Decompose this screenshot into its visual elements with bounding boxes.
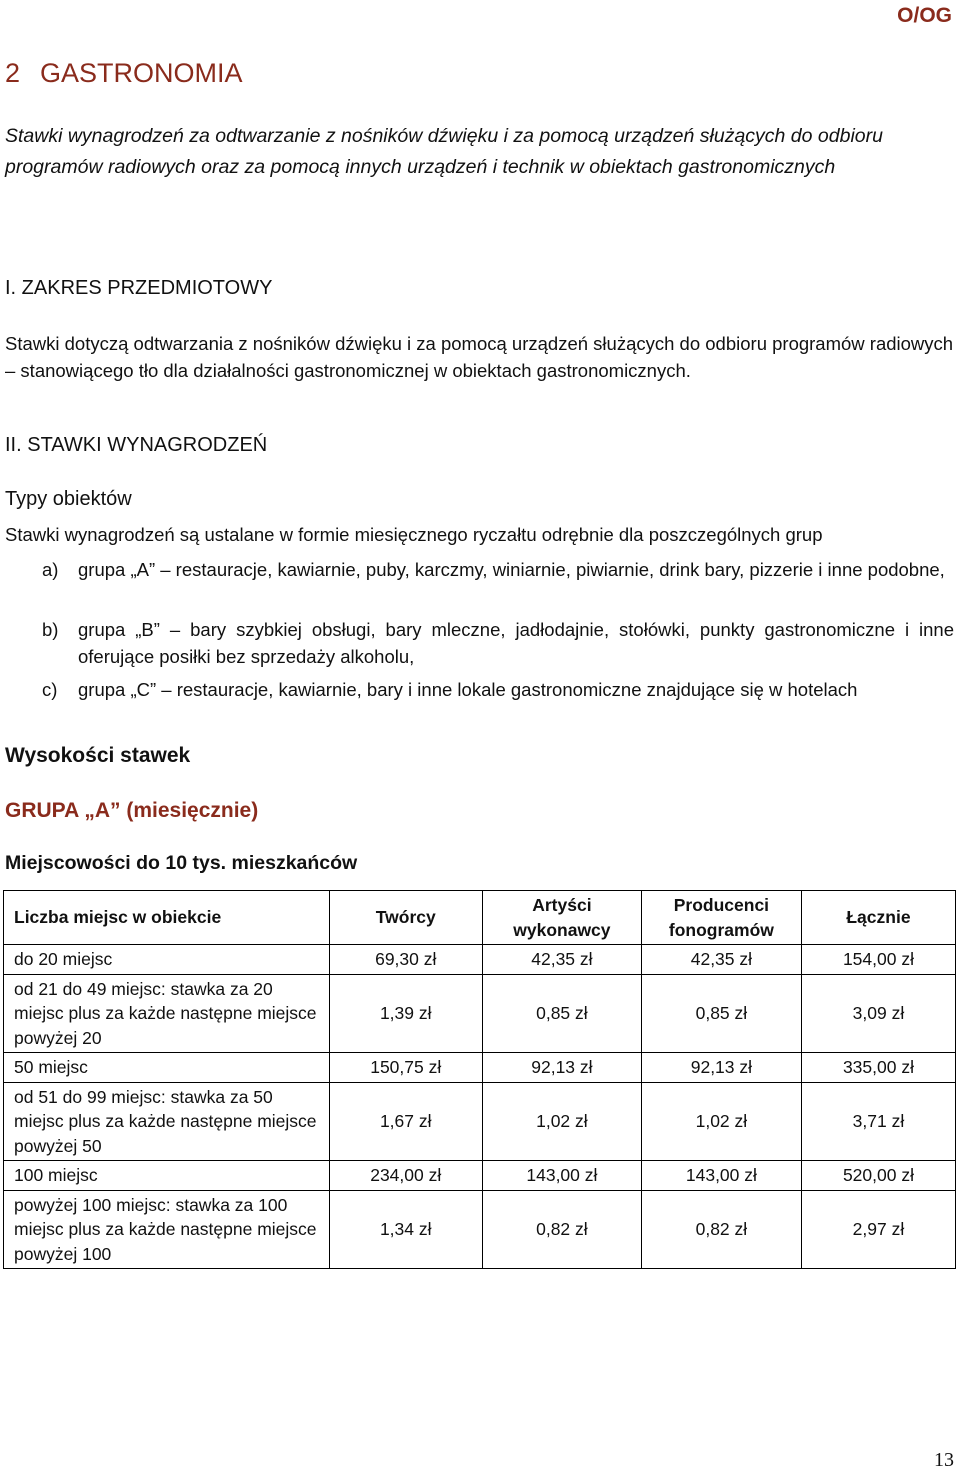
document-code: O/OG: [897, 4, 952, 27]
scope-paragraph: Stawki dotyczą odtwarzania z nośników dźwięku i za pomocą urządzeń służących do odbioru programów radiowych – stanowiącego tło dla działalności gastronomicznej w obiektach gastronomicznych.: [5, 333, 954, 381]
row-label: od 21 do 49 miejsc: stawka za 20 miejsc plus za każde następne miejsce powyżej 20: [4, 974, 330, 1053]
table-row: [4, 1190, 956, 1269]
cell-creators: 69,30 zł: [329, 945, 482, 975]
cell-creators: 1,39 zł: [329, 974, 482, 1053]
group-text: grupa „B” – bary szybkiej obsługi, bary mleczne, jadłodajnie, stołówki, punkty gastronomiczne i inne oferujące posiłki bez sprzedaży alkoholu,: [78, 619, 954, 667]
cell-performers: 1,02 zł: [482, 1082, 641, 1161]
row-label: od 51 do 99 miejsc: stawka za 50 miejsc plus za każde następne miejsce powyżej 50: [4, 1082, 330, 1161]
table-row: [4, 1161, 956, 1191]
group-text: grupa „A” – restauracje, kawiarnie, puby, karczmy, winiarnie, piwiarnie, drink bary, pizzerie i inne podobne,: [78, 559, 945, 580]
cell-producers: 42,35 zł: [641, 945, 801, 975]
header-producers: Producenci fonogramów: [641, 891, 801, 945]
table-row: [4, 945, 956, 975]
cell-creators: 1,34 zł: [329, 1190, 482, 1269]
header-creators: Twórcy: [329, 891, 482, 945]
table-header-row: [4, 891, 956, 945]
cell-creators: 234,00 zł: [329, 1161, 482, 1191]
cell-producers: 1,02 zł: [641, 1082, 801, 1161]
group-a-heading: GRUPA „A” (miesięcznie): [5, 799, 259, 822]
cell-total: 335,00 zł: [801, 1053, 955, 1083]
cell-producers: 92,13 zł: [641, 1053, 801, 1083]
page-number: 13: [934, 1449, 954, 1471]
rates-table: [3, 890, 956, 1269]
header-total: Łącznie: [801, 891, 955, 945]
cell-performers: 0,82 zł: [482, 1190, 641, 1269]
header-performers: Artyści wykonawcy: [482, 891, 641, 945]
locality-heading: Miejscowości do 10 tys. mieszkańców: [5, 852, 358, 874]
rates-heading: II. STAWKI WYNAGRODZEŃ: [5, 434, 268, 456]
cell-performers: 42,35 zł: [482, 945, 641, 975]
cell-total: 520,00 zł: [801, 1161, 955, 1191]
group-label: c): [42, 679, 58, 700]
section-name: GASTRONOMIA: [40, 58, 243, 88]
object-types-intro: Stawki wynagrodzeń są ustalane w formie miesięcznego ryczałtu odrębnie dla poszczególnych grup: [5, 524, 823, 545]
cell-producers: 0,85 zł: [641, 974, 801, 1053]
row-label: 100 miejsc: [4, 1161, 330, 1191]
cell-creators: 1,67 zł: [329, 1082, 482, 1161]
section-number: 2: [5, 58, 21, 88]
cell-total: 2,97 zł: [801, 1190, 955, 1269]
group-item-c: [42, 676, 954, 703]
cell-creators: 150,75 zł: [329, 1053, 482, 1083]
cell-producers: 0,82 zł: [641, 1190, 801, 1269]
group-text: grupa „C” – restauracje, kawiarnie, bary i inne lokale gastronomiczne znajdujące się w hotelach: [78, 679, 858, 700]
cell-performers: 143,00 zł: [482, 1161, 641, 1191]
table-row: [4, 1053, 956, 1083]
cell-total: 3,71 zł: [801, 1082, 955, 1161]
group-item-b: [42, 616, 954, 670]
cell-total: 3,09 zł: [801, 974, 955, 1053]
scope-heading: I. ZAKRES PRZEDMIOTOWY: [5, 277, 273, 299]
rate-levels-heading: Wysokości stawek: [5, 744, 191, 767]
cell-performers: 92,13 zł: [482, 1053, 641, 1083]
object-types-heading: Typy obiektów: [5, 488, 132, 510]
table-row: [4, 974, 956, 1053]
row-label: 50 miejsc: [4, 1053, 330, 1083]
intro-paragraph: Stawki wynagrodzeń za odtwarzanie z nośników dźwięku i za pomocą urządzeń służących do odbioru programów radiowych oraz za pomocą innych urządzeń i technik w obiektach gastronomicznych: [5, 125, 883, 178]
row-label: powyżej 100 miejsc: stawka za 100 miejsc plus za każde następne miejsce powyżej 100: [4, 1190, 330, 1269]
cell-performers: 0,85 zł: [482, 974, 641, 1053]
section-title: [5, 58, 243, 89]
cell-producers: 143,00 zł: [641, 1161, 801, 1191]
row-label: do 20 miejsc: [4, 945, 330, 975]
header-seats: Liczba miejsc w obiekcie: [4, 891, 330, 945]
cell-total: 154,00 zł: [801, 945, 955, 975]
table-row: [4, 1082, 956, 1161]
group-item-a: [42, 556, 954, 583]
group-label: b): [42, 619, 59, 640]
group-label: a): [42, 559, 59, 580]
